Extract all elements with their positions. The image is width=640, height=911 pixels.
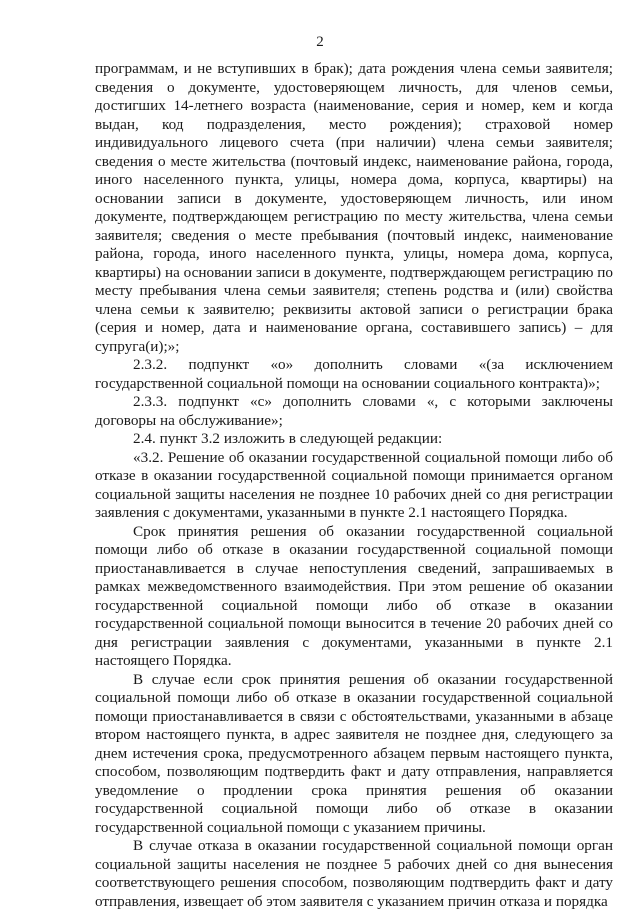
paragraph-refusal-notice: В случае отказа в оказании государственной социальной помощи орган социальной защиты населения не позднее 5 рабочих дней со дня вынесения соответствующего решения способом, позволяющим подтвердить факт и дату отправления, извещает об этом заявителя с указанием причин отказа и порядка <box>95 837 613 910</box>
paragraph-family-member-details: программам, и не вступивших в брак); дата рождения члена семьи заявителя; сведения о документе, удостоверяющем личность, для членов семьи, достигших 14-летнего возраста (наименование, серия и номер, кем и когда выдан, код подразделения, место рождения); страховой номер индивидуального лицевого счета (при наличии) члена семьи заявителя; сведения о месте жительства (почтовый индекс, наименование района, города, иного населенного пункта, улицы, номера дома, корпуса, квартиры) на основании записи в документе, удостоверяющем личность, или ином документе, подтверждающем регистрацию по месту жительства, члена семьи заявителя; сведения о месте пребывания (почтовый индекс, наименование района, города, иного населенного пункта, улицы, номера дома, корпуса, квартиры) на основании записи в документе, подтверждающем регистрацию по месту пребывания члена семьи заявителя; степень родства и (или) свойства члена семьи к заявителю; реквизиты актовой записи о регистрации брака (серия и номер, дата и наименование органа, составившего запись) – для супруга(и);»; <box>95 60 613 355</box>
paragraph-3-2-decision: «3.2. Решение об оказании государственной социальной помощи либо об отказе в оказании государственной социальной помощи принимается органом социальной защиты населения не позднее 10 рабочих дней со дня регистрации заявления с документами, указанными в пункте 2.1 настоящего Порядка. <box>95 448 613 521</box>
paragraph-2-4: 2.4. пункт 3.2 изложить в следующей редакции: <box>133 430 443 447</box>
paragraph-2-3-3: 2.3.3. подпункт «с» дополнить словами «, с которыми заключены договоры на обслуживание»; <box>95 393 613 429</box>
paragraph-decision-term: Срок принятия решения об оказании государственной социальной помощи либо об отказе в оказании государственной социальной помощи приостанавливается в случае непоступления сведений, запрашиваемых в рамках межведомственного взаимодействия. При этом решение об оказании государственной социальной помощи либо об отказе в оказании государственной социальной помощи выносится в течение 20 рабочих дней со дня регистрации заявления с документами, указанными в пункте 2.1 настоящего Порядка. <box>95 522 613 669</box>
paragraph-2-3-2: 2.3.2. подпункт «о» дополнить словами «(за исключением государственной социальной помощи на основании социального контракта)»; <box>95 356 613 392</box>
paragraph-suspension-notice: В случае если срок принятия решения об оказании государственной социальной помощи либо об отказе в оказании государственной социальной помощи приостанавливается в связи с обстоятельствами, указанными в абзаце втором настоящего пункта, в адрес заявителя не позднее дня, следующего за днем истечения срока, предусмотренного абзацем первым настоящего пункта, способом, позволяющим подтвердить факт и дату отправления, направляется уведомление о продлении срока принятия решения об оказании государственной социальной помощи либо об отказе в оказании государственной социальной помощи с указанием причины. <box>95 670 613 836</box>
page-number: 2 <box>316 34 324 50</box>
document-body <box>95 60 613 911</box>
